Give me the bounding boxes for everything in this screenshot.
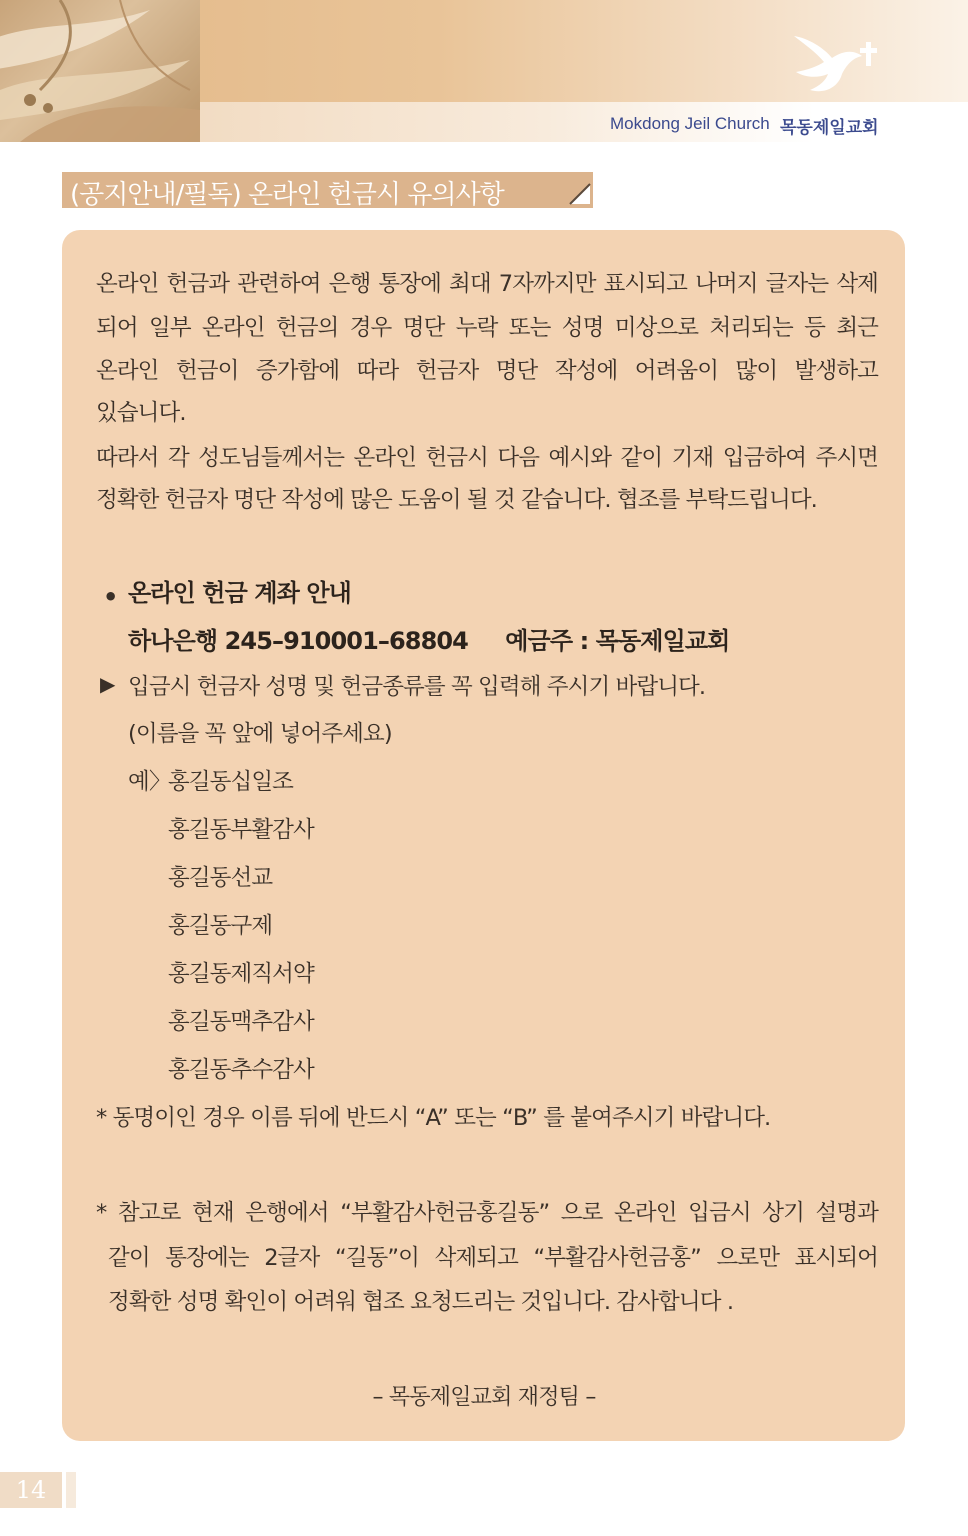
dove-cross-logo-icon: [788, 28, 884, 100]
example-item: 홍길동십일조: [168, 769, 294, 795]
lily-photo: [0, 0, 200, 142]
example-item: 홍길동부활감사: [168, 817, 314, 843]
intro-line: 정확한 헌금자 명단 작성에 많은 도움이 될 것 같습니다. 협조를 부탁드립니다.: [96, 487, 817, 513]
corner-triangle-icon: [568, 182, 592, 206]
notice-title: (공지안내/필독) 온라인 헌금시 유의사항: [70, 180, 504, 210]
instruction: 입금시 헌금자 성명 및 헌금종류를 꼭 입력해 주시기 바랍니다.: [128, 674, 706, 700]
reference-line: * 참고로 현재 은행에서 “부활감사헌금홍길동” 으로 온라인 입금시 상기 설명과: [96, 1200, 878, 1226]
page-edge-decoration: [66, 1472, 76, 1508]
example-item: 홍길동제직서약: [168, 961, 314, 987]
instruction-note: (이름을 꼭 앞에 넣어주세요): [128, 721, 392, 747]
arrow-right-icon: ▶: [100, 672, 116, 696]
intro-line: 있습니다.: [96, 400, 186, 426]
intro-line: 온라인 헌금이 증가함에 따라 헌금자 명단 작성에 어려움이 많이 발생하고: [96, 358, 878, 384]
account-line: 하나은행 245–910001–68804 예금주 : 목동제일교회: [128, 627, 730, 655]
intro-line: 따라서 각 성도님들께서는 온라인 헌금시 다음 예시와 같이 기재 입금하여 주시면: [96, 445, 878, 471]
bullet-dot-icon: •: [103, 583, 119, 611]
intro-line: 온라인 헌금과 관련하여 은행 통장에 최대 7자까지만 표시되고 나머지 글자는 삭제: [96, 271, 878, 297]
reference-line: 정확한 성명 확인이 어려워 협조 요청드리는 것입니다. 감사합니다 .: [108, 1289, 734, 1315]
example-item: 홍길동맥추감사: [168, 1009, 314, 1035]
example-item: 홍길동구제: [168, 913, 273, 939]
reference-line: 같이 통장에는 2글자 “길동”이 삭제되고 “부활감사헌금홍” 으로만 표시되어: [108, 1245, 878, 1271]
page-header: [0, 0, 968, 142]
church-name-en: Mokdong Jeil Church: [610, 114, 770, 133]
example-item: 홍길동선교: [168, 865, 273, 891]
signature: – 목동제일교회 재정팀 –: [372, 1385, 596, 1410]
example-prefix: 예〉: [128, 769, 171, 795]
intro-line: 되어 일부 온라인 헌금의 경우 명단 누락 또는 성명 미상으로 처리되는 등 최근: [96, 315, 878, 341]
page-number: 14: [0, 1472, 62, 1508]
same-name-note: * 동명이인 경우 이름 뒤에 반드시 “A” 또는 “B” 를 붙여주시기 바랍니다.: [96, 1105, 771, 1131]
example-item: 홍길동추수감사: [168, 1057, 314, 1083]
church-name-ko: 목동제일교회: [780, 118, 879, 138]
account-heading: 온라인 헌금 계좌 안내: [128, 579, 351, 607]
